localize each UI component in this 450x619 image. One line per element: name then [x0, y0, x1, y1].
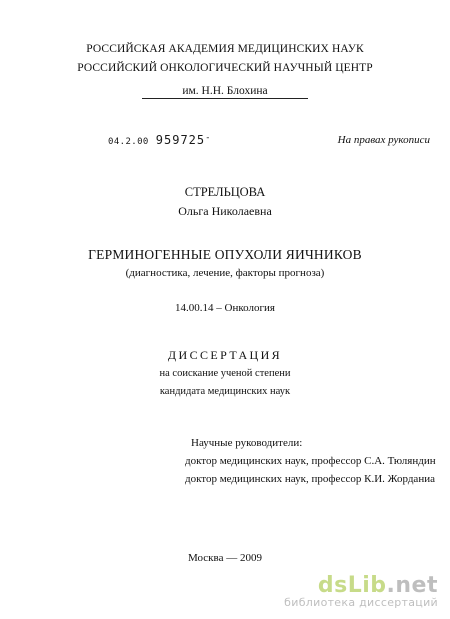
- supervisors-heading: Научные руководители:: [191, 437, 303, 449]
- watermark-logo-tld: .net: [386, 573, 438, 598]
- institution-line-2: РОССИЙСКИЙ ОНКОЛОГИЧЕСКИЙ НАУЧНЫЙ ЦЕНТР: [77, 62, 373, 74]
- supervisor-item: доктор медицинских наук, профессор С.А. Тюляндин: [185, 455, 436, 467]
- watermark-caption: библиотека диссертаций: [284, 596, 438, 609]
- dslib-watermark: [284, 573, 438, 609]
- author-last-name: СТРЕЛЬЦОВА: [184, 185, 266, 199]
- degree-line-1: на соискание ученой степени: [159, 368, 291, 379]
- institution-line-1: РОССИЙСКАЯ АКАДЕМИЯ МЕДИЦИНСКИХ НАУК: [86, 43, 364, 55]
- stamp-number: 959725: [155, 133, 206, 147]
- institution-line-3-wrap: [0, 81, 450, 99]
- supervisor-item: доктор медицинских наук, профессор К.И. Жорданиа: [185, 473, 435, 485]
- thesis-subtitle: (диагностика, лечение, факторы прогноза): [125, 267, 325, 279]
- institution-line-3: им. Н.Н. Блохина: [142, 85, 307, 99]
- watermark-logo: [284, 573, 438, 598]
- rights-note: На правах рукописи: [337, 134, 430, 146]
- thesis-title: ГЕРМИНОГЕННЫЕ ОПУХОЛИ ЯИЧНИКОВ: [88, 247, 362, 262]
- thesis-specialty: 14.00.14 – Онкология: [175, 302, 275, 314]
- degree-line-2: кандидата медицинских наук: [159, 386, 291, 397]
- document-type-heading: ДИССЕРТАЦИЯ: [167, 348, 283, 362]
- city-year: Москва — 2009: [188, 552, 262, 564]
- library-stamp: [108, 133, 211, 147]
- author-first-names: Ольга Николаевна: [178, 204, 272, 218]
- watermark-logo-main: dsLib: [317, 573, 387, 598]
- stamp-prefix: 04.2.00: [108, 137, 149, 147]
- stamp-suffix: -: [205, 133, 211, 143]
